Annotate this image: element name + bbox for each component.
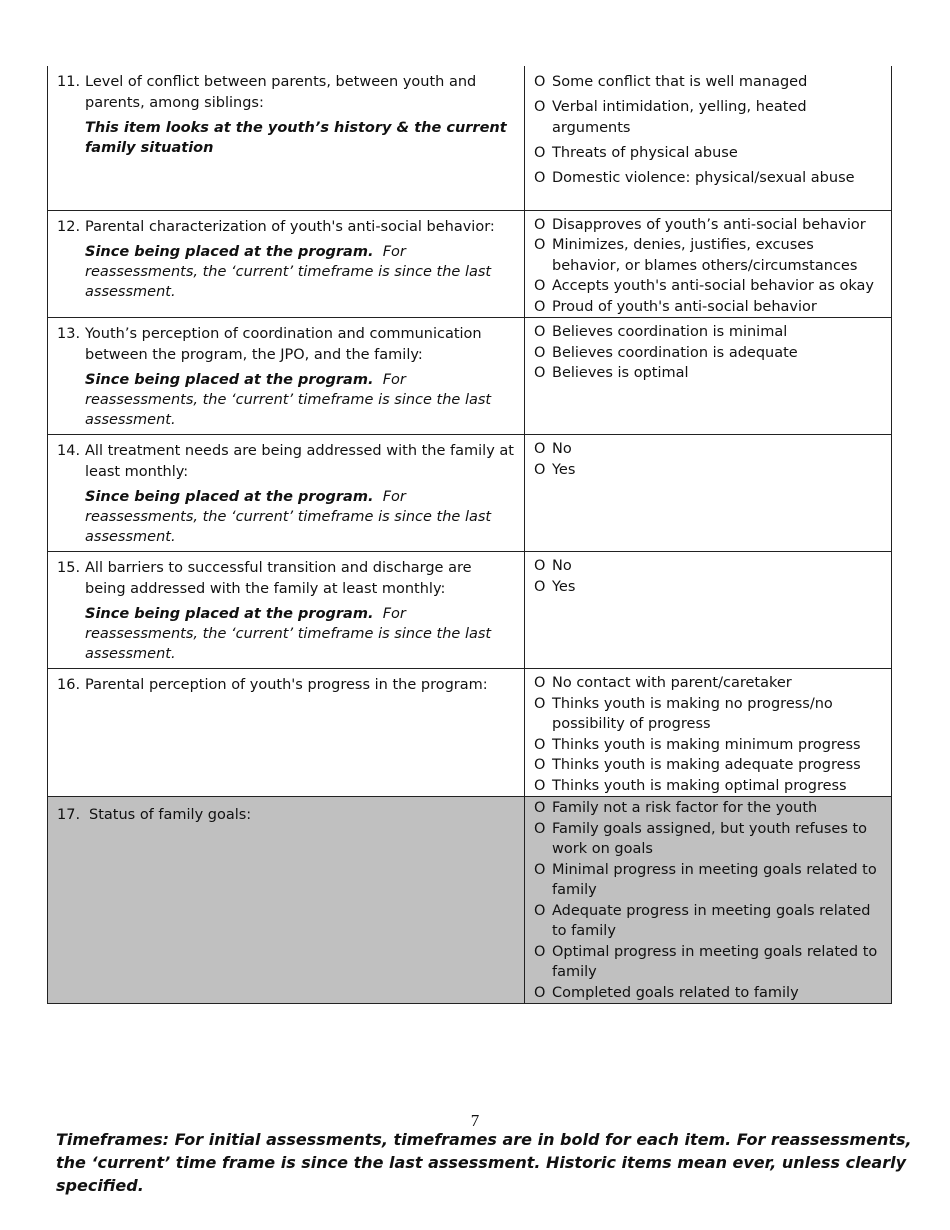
question-cell xyxy=(48,552,525,669)
radio-option[interactable] xyxy=(534,694,883,735)
radio-circle-icon: O xyxy=(534,99,546,115)
radio-option[interactable] xyxy=(534,322,883,343)
options-cell xyxy=(525,210,892,318)
options-cell xyxy=(525,669,892,797)
timeframe-italic: For reassessments, the ‘current’ timeframe is since the last assessment. xyxy=(85,489,492,545)
option-label: Accepts youth's anti-social behavior as okay xyxy=(552,278,875,294)
table-row xyxy=(48,210,892,318)
radio-option[interactable] xyxy=(534,942,883,983)
radio-option[interactable] xyxy=(534,363,883,384)
timeframe-italic: For reassessments, the ‘current’ timeframe is since the last assessment. xyxy=(85,244,492,300)
radio-option[interactable] xyxy=(534,439,883,460)
radio-circle-icon: O xyxy=(534,144,546,161)
assessment-table xyxy=(47,66,892,1004)
question-text: Level of conflict between parents, between youth and parents, among siblings: xyxy=(85,74,477,111)
option-label: Threats of physical abuse xyxy=(552,144,738,161)
option-label: Proud of youth's anti-social behavior xyxy=(552,298,817,315)
option-label: Some conflict that is well managed xyxy=(552,74,808,90)
option-label: Believes is optimal xyxy=(552,365,689,381)
question-text: Youth’s perception of coordination and communication between the program, the JPO, and the family: xyxy=(85,326,482,363)
option-label: Yes xyxy=(552,578,576,595)
timeframe-italic: For reassessments, the ‘current’ timeframe is since the last assessment. xyxy=(85,606,492,662)
radio-circle-icon: O xyxy=(534,757,546,773)
radio-option[interactable] xyxy=(534,556,883,577)
option-label: Minimizes, denies, justifies, excuses behavior, or blames others/circumstances xyxy=(552,237,858,274)
radio-circle-icon: O xyxy=(534,278,546,294)
radio-option[interactable] xyxy=(534,343,883,364)
option-label: Minimal progress in meeting goals related to family xyxy=(552,861,877,898)
radio-option[interactable] xyxy=(534,755,883,776)
option-label: Disapproves of youth’s anti-social behavior xyxy=(552,216,866,233)
option-label: Believes coordination is adequate xyxy=(552,344,798,361)
timeframe-note xyxy=(85,604,516,664)
question-cell xyxy=(48,435,525,552)
timeframe-note xyxy=(85,487,516,547)
question-cell xyxy=(48,797,525,1004)
timeframe-note: This item looks at the youth’s history & the current family situation xyxy=(85,120,507,156)
radio-option[interactable] xyxy=(534,215,883,236)
radio-circle-icon: O xyxy=(534,461,546,478)
radio-circle-icon: O xyxy=(534,736,546,753)
option-label: Family not a risk factor for the youth xyxy=(552,800,818,816)
question-text: Parental characterization of youth's anti-social behavior: xyxy=(85,218,495,235)
options-cell xyxy=(525,66,892,210)
radio-circle-icon: O xyxy=(534,344,546,361)
radio-option[interactable] xyxy=(534,276,883,297)
radio-option[interactable] xyxy=(534,97,883,138)
table-row xyxy=(48,318,892,435)
radio-circle-icon: O xyxy=(534,675,546,691)
radio-circle-icon: O xyxy=(534,324,546,340)
radio-circle-icon: O xyxy=(534,441,546,457)
timeframe-bold: Since being placed at the program. xyxy=(85,372,374,388)
radio-option[interactable] xyxy=(534,860,883,901)
option-label: Thinks youth is making no progress/no possibility of progress xyxy=(552,695,833,732)
item-number: 16. xyxy=(57,677,81,693)
item-number: 13. xyxy=(57,326,81,342)
radio-circle-icon: O xyxy=(534,984,546,1001)
item-number: 12. xyxy=(57,218,81,235)
radio-option[interactable] xyxy=(534,577,883,598)
question-text: All barriers to successful transition and discharge are being addressed with the family at least monthly: xyxy=(85,560,472,597)
timeframe-bold: Since being placed at the program. xyxy=(85,244,374,260)
timeframe-note xyxy=(85,370,516,430)
table-row xyxy=(48,552,892,669)
options-cell xyxy=(525,435,892,552)
radio-circle-icon: O xyxy=(534,800,546,816)
table-row xyxy=(48,669,892,797)
option-label: Thinks youth is making adequate progress xyxy=(552,757,861,773)
radio-option[interactable] xyxy=(534,235,883,276)
options-cell xyxy=(525,797,892,1004)
radio-circle-icon: O xyxy=(534,558,546,574)
timeframe-italic: For reassessments, the ‘current’ timeframe is since the last assessment. xyxy=(85,372,492,428)
option-label: Believes coordination is minimal xyxy=(552,324,788,340)
item-number: 17. xyxy=(57,807,81,823)
radio-option[interactable] xyxy=(534,735,883,756)
question-text: Status of family goals: xyxy=(89,807,252,823)
radio-circle-icon: O xyxy=(534,298,546,315)
radio-circle-icon: O xyxy=(534,216,546,233)
option-label: Thinks youth is making optimal progress xyxy=(552,777,847,794)
table-row xyxy=(48,66,892,210)
table-row xyxy=(48,435,892,552)
question-cell xyxy=(48,669,525,797)
option-label: Thinks youth is making minimum progress xyxy=(552,736,861,753)
item-number: 14. xyxy=(57,443,81,459)
radio-circle-icon: O xyxy=(534,74,546,90)
radio-circle-icon: O xyxy=(534,365,546,381)
radio-circle-icon: O xyxy=(534,861,546,878)
options-cell xyxy=(525,318,892,435)
radio-option[interactable] xyxy=(534,776,883,797)
option-label: Adequate progress in meeting goals related to family xyxy=(552,902,871,939)
timeframe-bold: Since being placed at the program. xyxy=(85,489,374,505)
item-number: 11. xyxy=(57,74,81,90)
option-label: Optimal progress in meeting goals related to family xyxy=(552,943,878,980)
option-label: No xyxy=(552,441,572,457)
footer-timeframes-note: Timeframes: For initial assessments, timeframes are in bold for each item. For reassessments, the ‘current’ time frame is since the last assessment. Historic items mean ever, unless clearly specified. xyxy=(56,1130,912,1195)
question-text: Parental perception of youth's progress in the program: xyxy=(85,677,488,693)
radio-option[interactable] xyxy=(534,460,883,481)
question-cell xyxy=(48,66,525,210)
radio-option[interactable] xyxy=(534,901,883,942)
radio-option[interactable] xyxy=(534,673,883,694)
radio-circle-icon: O xyxy=(534,777,546,794)
option-label: Completed goals related to family xyxy=(552,984,799,1001)
radio-circle-icon: O xyxy=(534,695,546,712)
options-cell xyxy=(525,552,892,669)
radio-circle-icon: O xyxy=(534,237,546,253)
radio-option[interactable] xyxy=(534,143,883,164)
option-label: Domestic violence: physical/sexual abuse xyxy=(552,169,855,186)
table-row xyxy=(48,797,892,1004)
radio-option[interactable] xyxy=(534,798,883,819)
option-label: Family goals assigned, but youth refuses to work on goals xyxy=(552,820,868,857)
radio-option[interactable] xyxy=(534,819,883,860)
radio-option[interactable] xyxy=(534,72,883,93)
question-cell xyxy=(48,210,525,318)
radio-circle-icon: O xyxy=(534,578,546,595)
radio-option[interactable] xyxy=(534,983,883,1004)
radio-option[interactable] xyxy=(534,297,883,318)
radio-circle-icon: O xyxy=(534,943,546,960)
timeframe-note xyxy=(85,242,516,302)
radio-circle-icon: O xyxy=(534,169,546,186)
question-cell xyxy=(48,318,525,435)
page-number: 7 xyxy=(470,1111,480,1130)
option-label: Verbal intimidation, yelling, heated arguments xyxy=(552,99,807,136)
radio-circle-icon: O xyxy=(534,820,546,837)
timeframe-bold: Since being placed at the program. xyxy=(85,606,374,622)
option-label: No xyxy=(552,558,572,574)
option-label: No contact with parent/caretaker xyxy=(552,675,792,691)
radio-option[interactable] xyxy=(534,168,883,189)
item-number: 15. xyxy=(57,560,81,576)
option-label: Yes xyxy=(552,461,576,478)
radio-circle-icon: O xyxy=(534,902,546,919)
question-text: All treatment needs are being addressed with the family at least monthly: xyxy=(85,443,514,480)
